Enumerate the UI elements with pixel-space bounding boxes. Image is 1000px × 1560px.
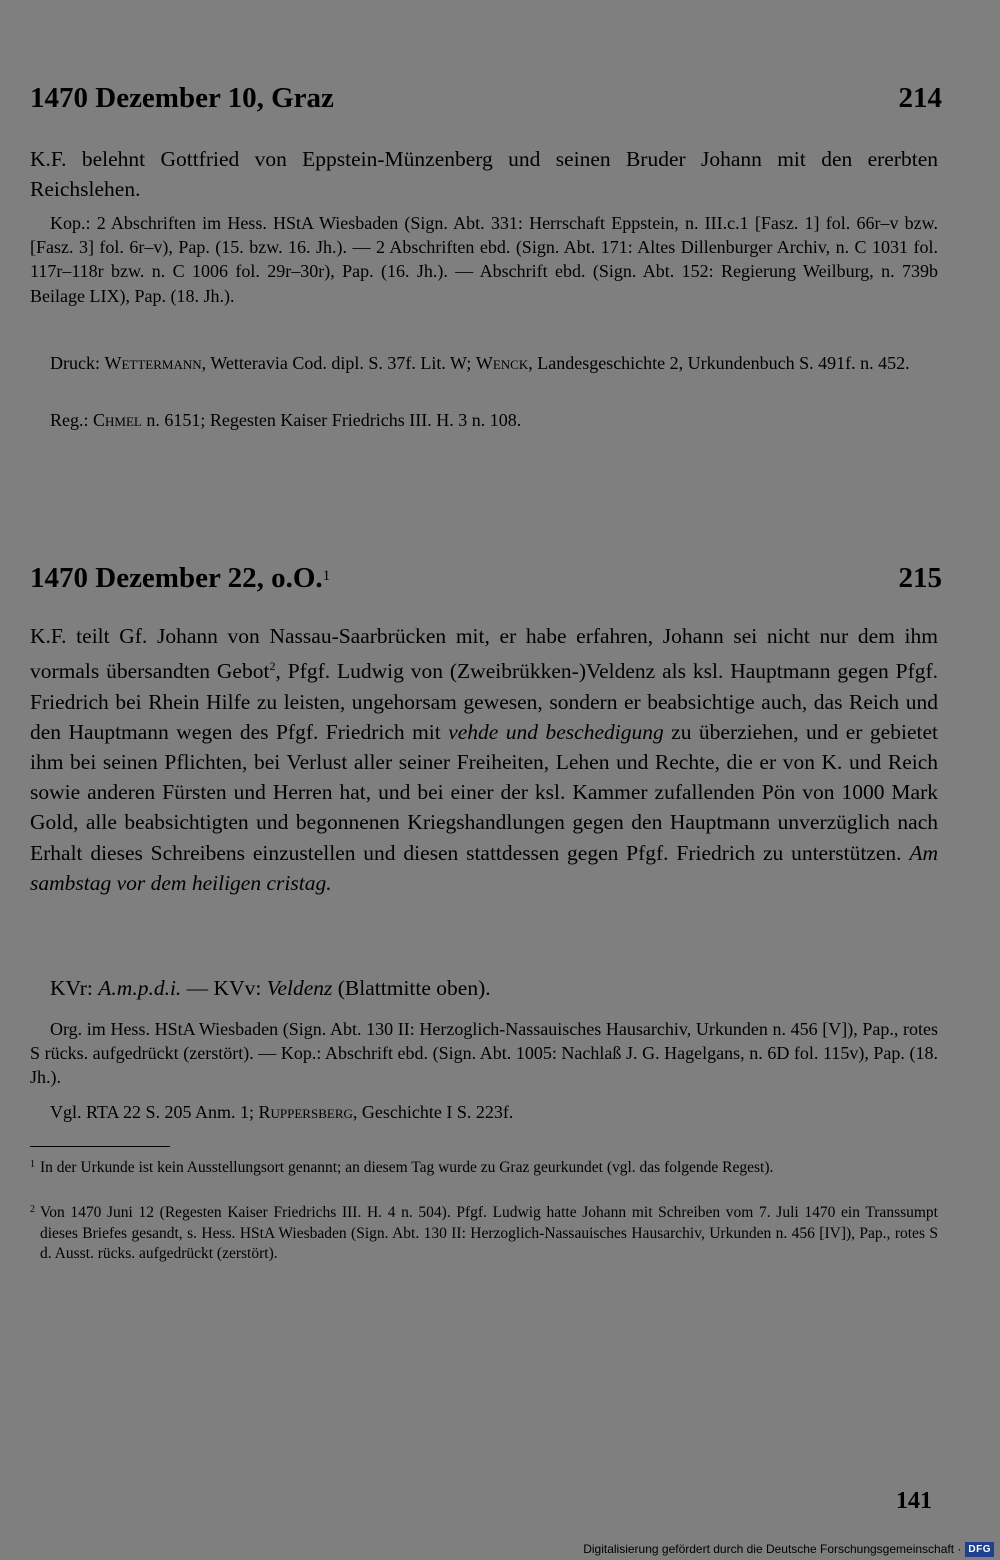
funding-note: Digitalisierung gefördert durch die Deutsche Forschungsgemeinschaft ·: [583, 1542, 962, 1556]
page-number: 141: [896, 1488, 932, 1514]
footnote-1-text: In der Urkunde ist kein Ausstellungsort genannt; an diesem Tag wurde zu Graz geurkundet (vgl. das folgende Regest).: [40, 1159, 774, 1176]
footnote-1-mark: 1: [30, 1159, 35, 1170]
entry-215-number: 215: [898, 562, 942, 594]
footnote-2: [30, 1203, 938, 1265]
entry-215-summary: K.F. teilt Gf. Johann von Nassau-Saarbrücken mit, er habe erfahren, Johann sei nicht nur dem ihm vormals übersandten Gebot$^2$, Pfgf. Ludwig von (Zweibrükken-)Veldenz als ksl. Hauptmann gegen Pfgf. Friedrich bei Rhein Hilfe zu leisten, ungehorsam gewesen, sondern er beabsichtige auch, das Reich und den Hauptmann wegen des Pfgf. Friedrich mit vehde und beschedigung zu überziehen, und er gebietet ihm bei seinen Pflichten, bei Verlust aller seiner Freiheiten, Lehen und Rechte, die er von K. und Reich sowie anderen Fürsten und Herren hat, und bei einer der ksl. Kammer zufallenden Pön von 1000 Mark Gold, alle beabsichtigten und begonnenen Kriegshandlungen gegen den Hauptmann unverzüglich nach Erhalt dieses Schreibens einzustellen und diesen stattdessen gegen Pfgf. Friedrich zu unterstützen. Am sambstag vor dem heiligen cristag.: [30, 624, 939, 895]
entry-214-date-place: 1470 Dezember 10, Graz: [30, 82, 334, 114]
footnote-2-text: Von 1470 Juni 12 (Regesten Kaiser Friedrichs III. H. 4 n. 504). Pfgf. Ludwig hatte Johann mit Schreiben vom 7. Juli 1470 ein Transsumpt dieses Briefes gesandt, s. Hess. HStA Wiesbaden (Sign. Abt. 130 II: Herzoglich-Nassauisches Hausarchiv, Urkunden n. 456 [IV]), Pap., rotes S d. Ausst. rücks. aufgedrückt (zerstört).: [40, 1204, 938, 1263]
entry-214-summary: K.F. belehnt Gottfried von Eppstein-Münzenberg und seinen Bruder Johann mit den ererbten Reichslehen.: [30, 147, 938, 202]
entry-214-number: 214: [898, 82, 942, 114]
entry-215-vgl: Vgl. RTA 22 S. 205 Anm. 1; Ruppersberg, Geschichte I S. 223f.: [50, 1102, 514, 1122]
entry-214-druck: Druck: Wettermann, Wetteravia Cod. dipl. S. 37f. Lit. W; Wenck, Landesgeschichte 2, Urkundenbuch S. 491f. n. 452.: [50, 353, 910, 373]
funding-footer: [583, 1538, 994, 1560]
footnote-divider: [30, 1146, 170, 1147]
footnote-ref-2: 2: [269, 659, 276, 674]
entry-214-reg: Reg.: Chmel n. 6151; Regesten Kaiser Friedrichs III. H. 3 n. 108.: [50, 410, 522, 430]
footnote-ref-1: 1: [322, 568, 331, 584]
footnote-1: [30, 1158, 938, 1179]
entry-215-date-place: 1470 Dezember 22, o.O.$^1$: [30, 562, 331, 594]
entry-215-org: Org. im Hess. HStA Wiesbaden (Sign. Abt. 130 II: Herzoglich-Nassauisches Hausarchiv, Urkunden n. 456 [V]), Pap., rotes S rücks. aufgedrückt (zerstört). — Kop.: Abschrift ebd. (Sign. Abt. 1005: Nachlaß J. G. Hagelgans, n. 6D fol. 115v), Pap. (18. Jh.).: [30, 1019, 938, 1088]
dfg-logo: DFG: [965, 1542, 994, 1557]
entry-215-kv: KVr: A.m.p.d.i. — KVv: Veldenz (Blattmitte oben).: [50, 976, 491, 1000]
entry-214-kop: Kop.: 2 Abschriften im Hess. HStA Wiesbaden (Sign. Abt. 331: Herrschaft Eppstein, n. III.c.1 [Fasz. 1] fol. 66r–v bzw. [Fasz. 3] fol. 6r–v), Pap. (15. bzw. 16. Jh.). — 2 Abschriften ebd. (Sign. Abt. 171: Altes Dillenburger Archiv, n. C 1031 fol. 117r–118r bzw. n. C 1006 fol. 29r–30r), Pap. (16. Jh.). — Abschrift ebd. (Sign. Abt. 152: Regierung Weilburg, n. 739b Beilage LIX), Pap. (18. Jh.).: [30, 213, 938, 306]
footnote-2-mark: 2: [30, 1204, 35, 1215]
